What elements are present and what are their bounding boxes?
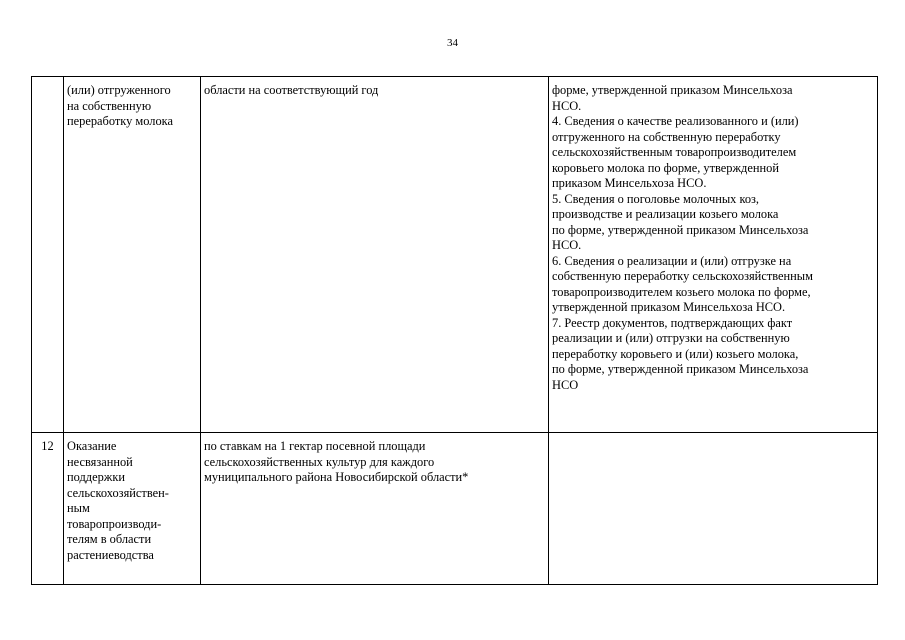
text-line: телям в области — [67, 532, 152, 546]
required-documents-cell — [549, 77, 878, 433]
text-line: отгруженного на собственную переработку — [552, 129, 781, 144]
text-line: 7. Реестр документов, подтверждающих факт — [552, 315, 793, 330]
text-line: реализации и (или) отгрузки на собственную — [552, 331, 790, 345]
required-documents-cell — [549, 433, 878, 585]
text-line: товаропроизводи- — [67, 516, 162, 531]
support-table — [31, 76, 878, 585]
text-line: 6. Сведения о реализации и (или) отгрузке на — [552, 253, 792, 268]
support-name-cell — [64, 77, 201, 433]
text-line: 4. Сведения о качестве реализованного и (или) — [552, 114, 799, 128]
calculation-method-cell — [201, 77, 549, 433]
text-line: по ставкам на 1 гектар посевной площади — [204, 439, 426, 453]
text-line: утвержденной приказом Минсельхоза НСО. — [552, 300, 786, 314]
text-line: товаропроизводителем козьего молока по форме, — [552, 284, 811, 299]
page-number: 34 — [447, 37, 458, 49]
text-line: НСО — [552, 377, 579, 392]
text-line: на собственную — [67, 98, 152, 113]
text-line: собственную переработку сельскохозяйственным — [552, 269, 813, 283]
text-line: муниципального района Новосибирской области* — [204, 470, 469, 484]
text-line: переработку молока — [67, 114, 173, 128]
table-row — [32, 77, 878, 433]
text-line: Оказание — [67, 439, 117, 453]
text-line: области на соответствующий год — [204, 83, 379, 97]
text-line: приказом Минсельхоза НСО. — [552, 176, 707, 190]
row-number-cell — [32, 77, 64, 433]
text-line: ным — [67, 501, 90, 515]
text-line: (или) отгруженного — [67, 83, 171, 97]
calculation-method-cell — [201, 433, 549, 585]
text-line: по форме, утвержденной приказом Минсельхоза — [552, 222, 809, 237]
text-line: 5. Сведения о поголовье молочных коз, — [552, 191, 760, 206]
text-line: сельскохозяйствен- — [67, 485, 169, 500]
text-line: форме, утвержденной приказом Минсельхоза — [552, 83, 793, 97]
text-line: переработку коровьего и (или) козьего молока, — [552, 346, 799, 361]
text-line: поддержки — [67, 470, 125, 484]
text-line: производстве и реализации козьего молока — [552, 207, 779, 221]
text-line: НСО. — [552, 238, 582, 252]
text-line: несвязанной — [67, 454, 133, 469]
text-line: коровьего молока по форме, утвержденной — [552, 160, 779, 175]
row-number-cell: 12 — [32, 433, 64, 585]
support-name-cell — [64, 433, 201, 585]
table-row — [32, 433, 878, 585]
text-line: НСО. — [552, 98, 582, 113]
text-line: растениеводства — [67, 547, 154, 562]
text-line: сельскохозяйственным товаропроизводителем — [552, 145, 797, 159]
text-line: по форме, утвержденной приказом Минсельхоза — [552, 362, 809, 376]
text-line: сельскохозяйственных культур для каждого — [204, 454, 435, 469]
